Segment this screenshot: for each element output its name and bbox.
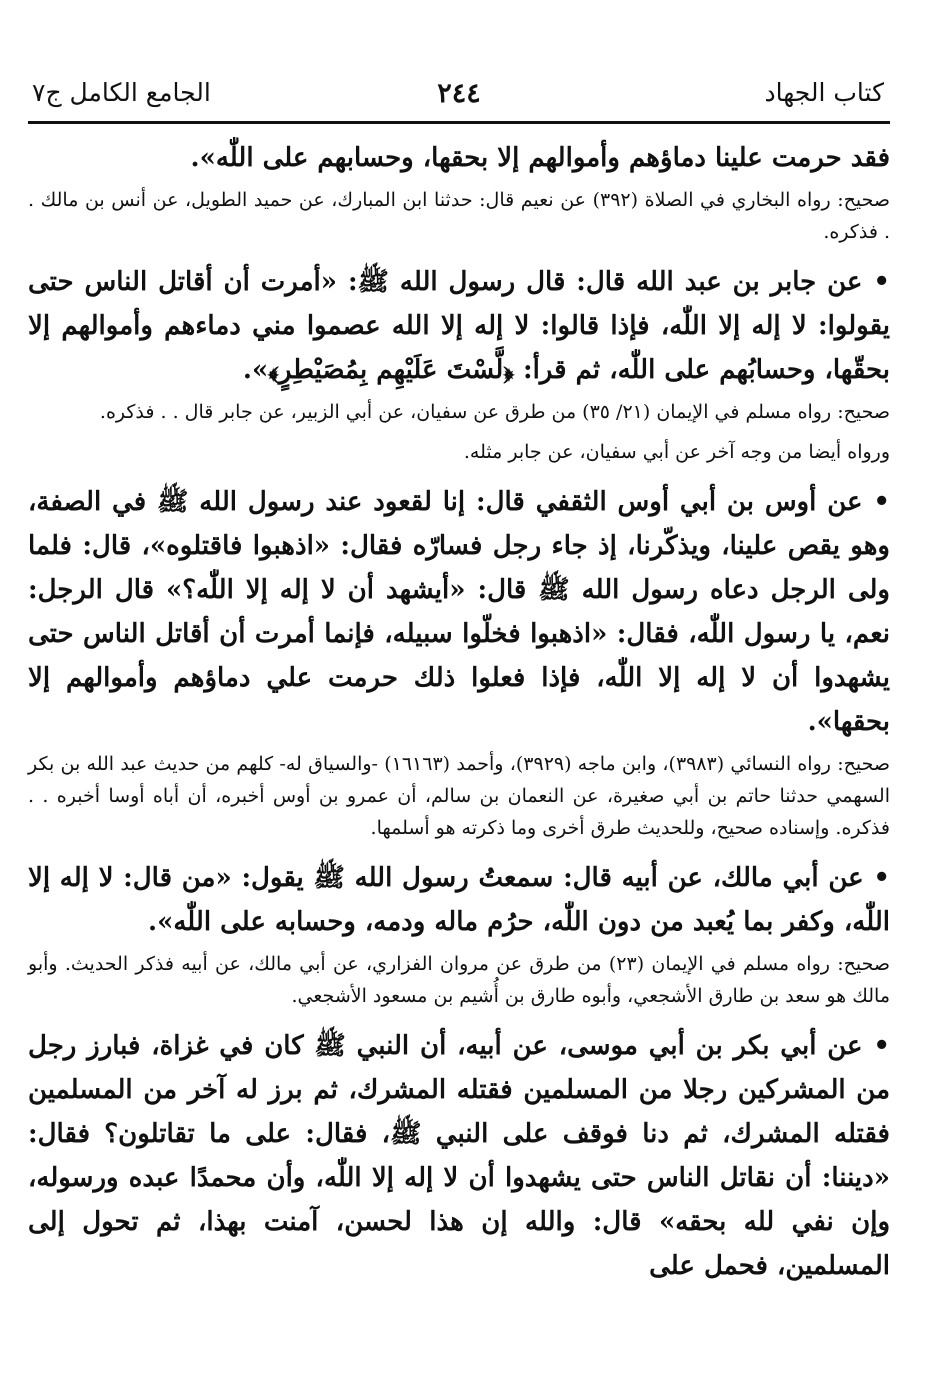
header-rule [28,121,890,124]
book-title: الجامع الكامل ج٧ [32,78,211,107]
hadith-text: فقد حرمت علينا دماؤهم وأموالهم إلا بحقها، وحسابهم على اللّٰه». [190,143,890,173]
takhrij-note: ورواه أيضا من وجه آخر عن أبي سفيان، عن جابر مثله. [463,441,890,463]
hadith-text: • عن جابر بن عبد الله قال: قال رسول الله ﷺ: «أمرت أن أقاتل الناس حتى يقولوا: لا إله إلا اللّٰه، فإذا قالوا: لا إله إلا الله عصموا مني دماءهم وأموالهم إلا بحقّها، وحسابُهم على اللّٰه، ثم قرأ: ﴿لَّسْتَ عَلَيْهِم بِمُصَيْطِرٍ﴾». [28,267,890,385]
takhrij-note: صحيح: رواه البخاري في الصلاة (٣٩٢) عن نعيم قال: حدثنا ابن المبارك، عن حميد الطويل، عن أنس بن مالك . . فذكره. [28,189,890,243]
page-number: ٢٤٤ [437,78,481,109]
page-body [28,136,890,1288]
hadith-text: • عن أبي بكر بن أبي موسى، عن أبيه، أن النبي ﷺ كان في غزاة، فبارز رجل من المشركين رجلا من المسلمين فقتله المشرك، ثم برز له آخر من المسلمين فقتله المشرك، ثم دنا فوقف على النبي ﷺ، فقال: على ما تقاتلون؟ فقال: «ديننا: أن نقاتل الناس حتى يشهدوا أن لا إله إلا اللّٰه، وأن محمدًا عبده ورسوله، وإن نفي لله بحقه» قال: والله إن هذا لحسن، آمنت بهذا، ثم تحول إلى المسلمين، فحمل على [28,1031,890,1281]
takhrij-note: صحيح: رواه مسلم في الإيمان (٢٣) من طرق عن مروان الفزاري، عن أبي مالك، عن أبيه فذكر الحديث. وأبو مالك هو سعد بن طارق الأشجعي، وأبوه طارق بن أُشيم بن مسعود الأشجعي. [28,953,890,1007]
page [28,0,890,1385]
hadith-text: • عن أوس بن أبي أوس الثقفي قال: إنا لقعود عند رسول الله ﷺ في الصفة، وهو يقص علينا، ويذكّرنا، إذ جاء رجل فسارّه فقال: «اذهبوا فاقتلوه»، قال: فلما ولى الرجل دعاه رسول الله ﷺ قال: «أيشهد أن لا إله إلا اللّٰه؟» قال الرجل: نعم، يا رسول اللّٰه، فقال: «اذهبوا فخلّوا سبيله، فإنما أمرت أن أقاتل الناس حتى يشهدوا أن لا إله إلا اللّٰه، فإذا فعلوا ذلك حرمت علي دماؤهم وأموالهم إلا بحقها». [28,487,890,737]
takhrij-note: صحيح: رواه النسائي (٣٩٨٣)، وابن ماجه (٣٩٢٩)، وأحمد (١٦١٦٣) -والسياق له- كلهم من حديث عبد الله بن بكر السهمي حدثنا حاتم بن أبي صغيرة، عن النعمان بن سالم، أن عمرو بن أوس أخبره، أن أباه أوسا أخبره . . فذكره. وإسناده صحيح، وللحديث طرق أخرى وما ذكرته هو أسلمها. [28,753,890,839]
hadith-text: • عن أبي مالك، عن أبيه قال: سمعتُ رسول الله ﷺ يقول: «من قال: لا إله إلا اللّٰه، وكفر بما يُعبد من دون اللّٰه، حرُم ماله ودمه، وحسابه على اللّٰه». [28,863,890,937]
page-header [28,78,890,118]
chapter-title: كتاب الجهاد [764,78,884,107]
takhrij-note: صحيح: رواه مسلم في الإيمان (٢١/ ٣٥) من طرق عن سفيان، عن أبي الزبير، عن جابر قال . . فذكره. [99,401,890,423]
